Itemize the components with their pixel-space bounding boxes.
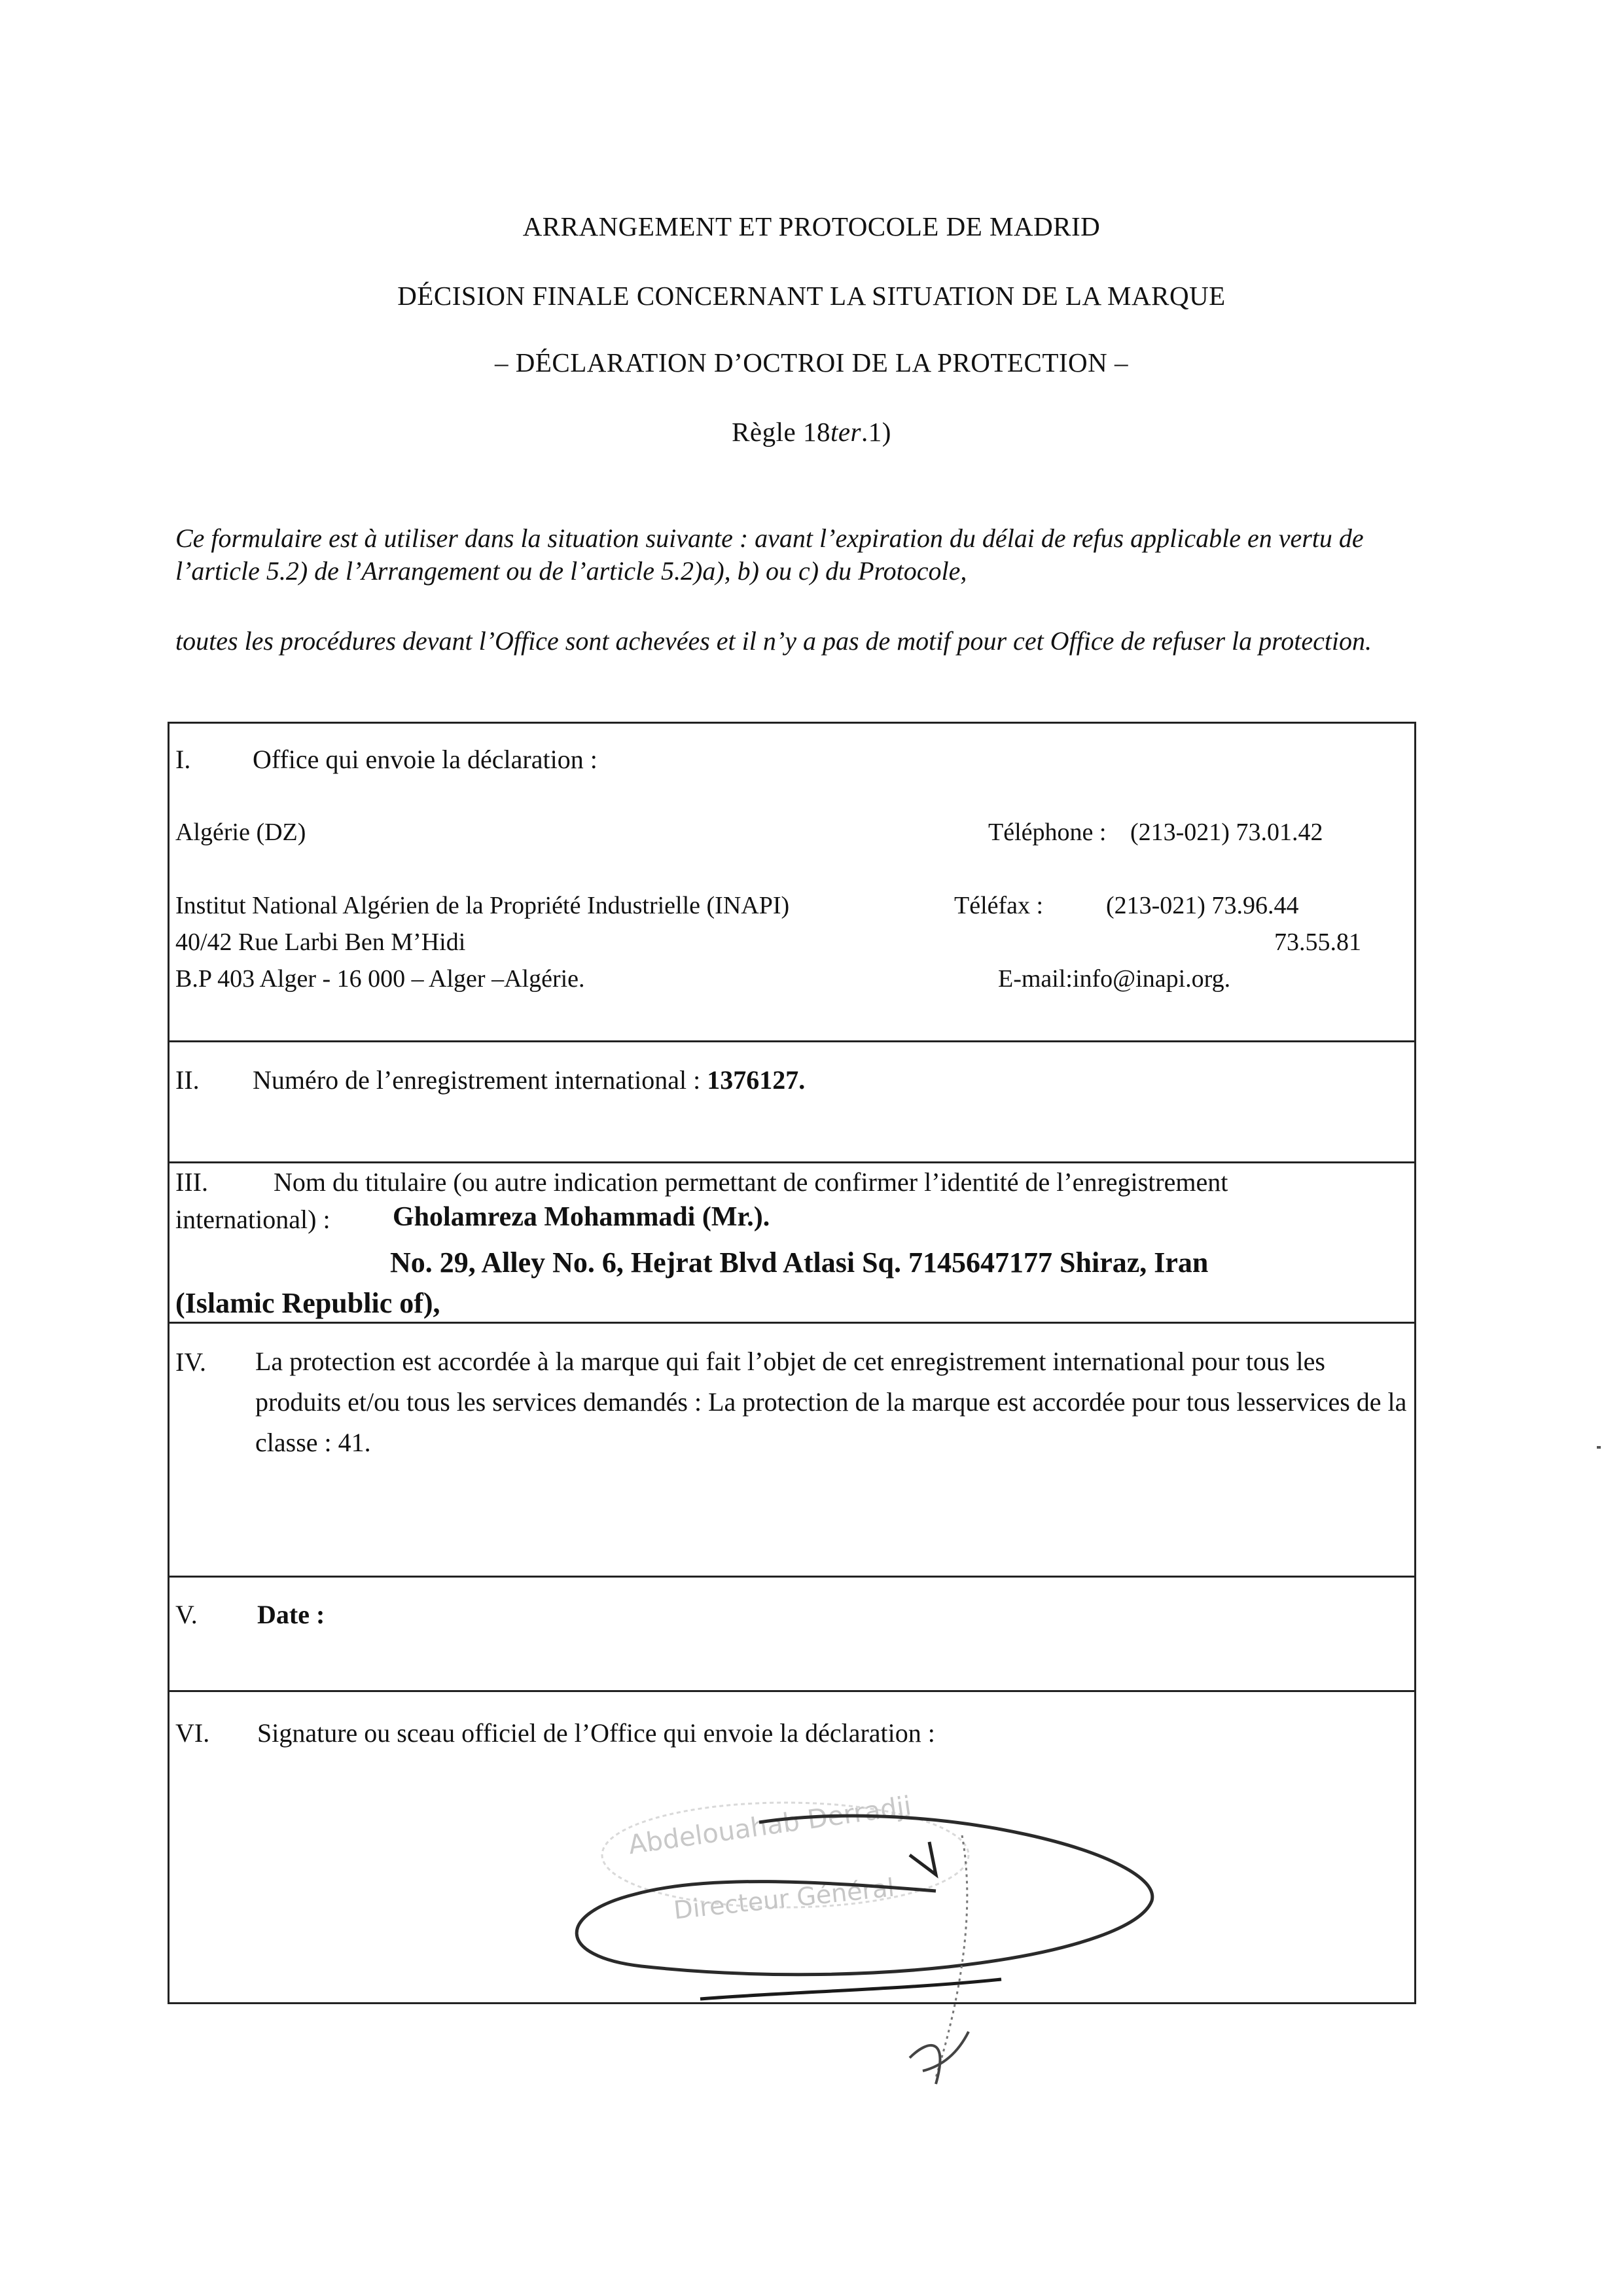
section-1-number: I. xyxy=(175,745,191,774)
divider-4-5 xyxy=(168,1576,1416,1578)
divider-5-6 xyxy=(168,1690,1416,1692)
section-2-number: II. xyxy=(175,1065,200,1095)
section-1-title: Office qui envoie la déclaration : xyxy=(253,745,597,774)
holder-label-line-2: international) : xyxy=(175,1205,330,1234)
header-rule xyxy=(0,416,1623,448)
phone-label: Téléphone : xyxy=(988,819,1107,846)
fax-value-2: 73.55.81 xyxy=(1274,928,1361,956)
phone-value: (213-021) 73.01.42 xyxy=(1130,819,1323,846)
office-address-line-1: 40/42 Rue Larbi Ben M’Hidi xyxy=(175,928,466,956)
intro-paragraph-2: toutes les procédures devant l’Office sont achevées et il n’y a pas de motif pour cet Office de refuser la protection. xyxy=(175,626,1372,656)
header-subtitle: DÉCISION FINALE CONCERNANT LA SITUATION DE LA MARQUE xyxy=(397,281,1226,311)
registration-number: 1376127. xyxy=(707,1065,806,1095)
signature-underline xyxy=(700,1979,1001,1999)
holder-address-line-1: No. 29, Alley No. 6, Hejrat Blvd Atlasi Sq. 7145647177 Shiraz, Iran xyxy=(390,1246,1209,1279)
fax-value-1: (213-021) 73.96.44 xyxy=(1106,892,1299,919)
intro-paragraph-1: Ce formulaire est à utiliser dans la situation suivante : avant l’expiration du délai de refus applicable en vertu de l’article 5.2) de l’Arrangement ou de l’article 5.2)a), b) ou c) du Protocole, xyxy=(175,523,1364,586)
protection-statement: La protection est accordée à la marque qui fait l’objet de cet enregistrement international pour tous les produits et/ou tous les services demandés : La protection de la marque est accordée pour tous lesservices de la classe : 41. xyxy=(255,1347,1407,1457)
signature-mark xyxy=(910,1842,936,1875)
office-country: Algérie (DZ) xyxy=(175,819,306,846)
office-address-line-2: B.P 403 Alger - 16 000 – Alger –Algérie. xyxy=(175,965,585,993)
divider-1-2 xyxy=(168,1040,1416,1042)
divider-3-4 xyxy=(168,1322,1416,1324)
date-label: Date : xyxy=(257,1600,325,1629)
section-5-number: V. xyxy=(175,1600,198,1629)
section-6-number: VI. xyxy=(175,1718,210,1748)
rule-prefix: Règle 18 xyxy=(732,417,830,447)
holder-label-line-1: Nom du titulaire (ou autre indication permettant de confirmer l’identité de l’enregistrement xyxy=(274,1167,1228,1197)
holder-name: Gholamreza Mohammadi (Mr.). xyxy=(393,1202,770,1232)
rule-italic: ter xyxy=(830,417,862,447)
fax-label: Téléfax : xyxy=(954,892,1044,919)
registration-number-label: Numéro de l’enregistrement international : xyxy=(253,1065,707,1095)
office-name: Institut National Algérien de la Propriété Industrielle (INAPI) xyxy=(175,892,790,919)
header-title: ARRANGEMENT ET PROTOCOLE DE MADRID xyxy=(522,211,1101,241)
section-3-number: III. xyxy=(175,1167,208,1197)
section-2-field xyxy=(253,1065,805,1095)
signature-flourish xyxy=(910,2032,969,2084)
header-declaration: – DÉCLARATION D’OCTROI DE LA PROTECTION – xyxy=(494,347,1128,378)
stamp-text-bottom: Directeur Général xyxy=(672,1873,896,1925)
office-email: E-mail:info@inapi.org. xyxy=(998,965,1231,993)
signature-label: Signature ou sceau officiel de l’Office qui envoie la déclaration : xyxy=(257,1718,935,1748)
section-4-number: IV. xyxy=(175,1347,207,1377)
holder-address-line-2: (Islamic Republic of), xyxy=(175,1287,440,1319)
rule-suffix: .1) xyxy=(861,417,891,447)
stamp-text-top: Abdelouahab Derradji xyxy=(626,1791,914,1861)
divider-2-3 xyxy=(168,1161,1416,1163)
margin-dot xyxy=(1597,1446,1601,1449)
signature-stamp xyxy=(543,1776,1165,2104)
